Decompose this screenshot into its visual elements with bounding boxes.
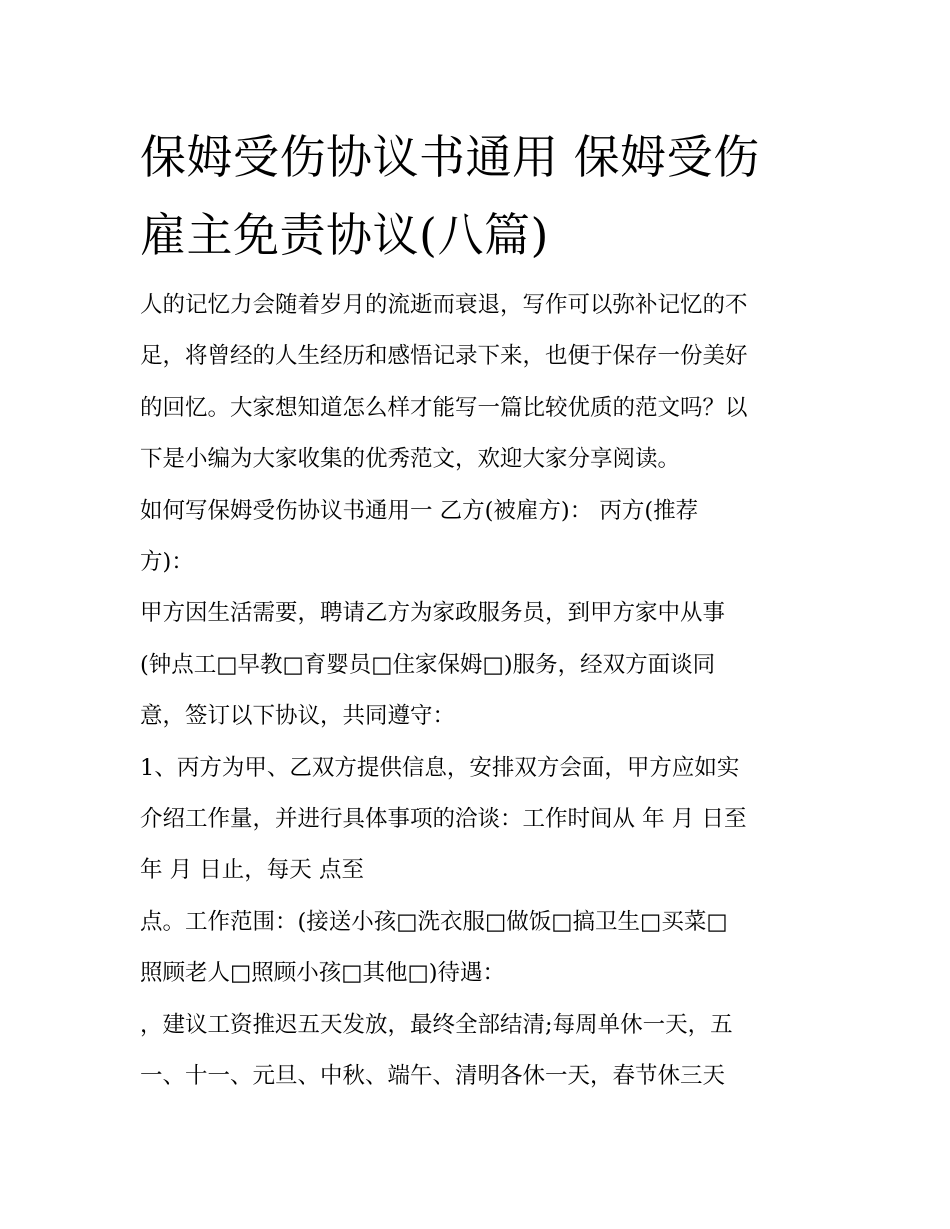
- body-line: 的回忆。大家想知道怎么样才能写一篇比较优质的范文吗？以: [140, 394, 748, 421]
- body-line: 意，签订以下协议，共同遵守：: [140, 703, 456, 730]
- document-content: [140, 118, 812, 1103]
- body-line: 足，将曾经的人生经历和感悟记录下来，也便于保存一份美好: [140, 343, 748, 370]
- body-line: 照顾老人□照顾小孩□其他□)待遇：: [140, 960, 506, 987]
- body-line: 方)：: [140, 549, 194, 576]
- body-line: 介绍工作量，并进行具体事项的洽谈：工作时间从 年 月 日至: [140, 806, 747, 833]
- title-line: 保姆受伤协议书通用 保姆受伤: [140, 130, 760, 184]
- body-line: 下是小编为大家收集的优秀范文，欢迎大家分享阅读。: [140, 446, 681, 473]
- body-line: 甲方因生活需要，聘请乙方为家政服务员，到甲方家中从事: [140, 600, 726, 627]
- body-line: 一、十一、元旦、中秋、端午、清明各休一天，春节休三天: [140, 1063, 726, 1090]
- body-line: 年 月 日止，每天 点至: [140, 857, 364, 884]
- body-line: 1、丙方为甲、乙双方提供信息，安排双方会面，甲方应如实: [140, 754, 740, 781]
- body-line: ，建议工资推迟五天发放，最终全部结清;每周单休一天，五: [140, 1011, 733, 1038]
- body-line: 点。工作范围：(接送小孩□洗衣服□做饭□搞卫生□买菜□: [140, 908, 728, 935]
- body-line: (钟点工□早教□育婴员□住家保姆□)服务，经双方面谈同: [140, 651, 716, 678]
- document-body: [140, 280, 812, 1103]
- title-line: 雇主免责协议(八篇): [140, 208, 549, 262]
- body-line: 如何写保姆受伤协议书通用一 乙方(被雇方)： 丙方(推荐: [140, 497, 699, 524]
- body-line: 人的记忆力会随着岁月的流逝而衰退，写作可以弥补记忆的不: [140, 292, 748, 318]
- document-title: [140, 118, 812, 274]
